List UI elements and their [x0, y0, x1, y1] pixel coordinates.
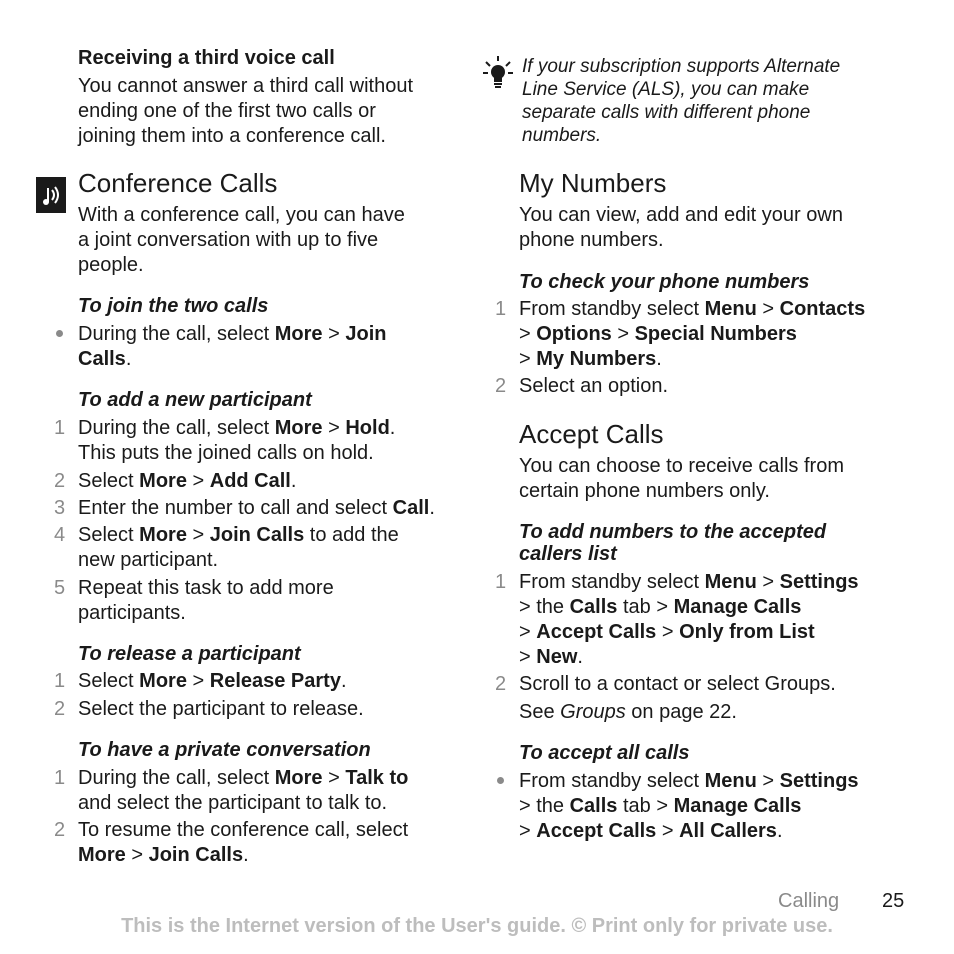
my-numbers-title: My Numbers [519, 168, 667, 198]
task-check-phone-numbers: To check your phone numbers [519, 271, 810, 293]
accept-calls-intro: You can choose to receive calls from certain phone numbers only. [519, 455, 844, 502]
see-groups-reference: See Groups on page 22. [519, 701, 737, 723]
task-release-participant: To release a participant [78, 643, 301, 665]
page-number: 25 [882, 890, 905, 912]
task-join-two-calls: To join the two calls [78, 295, 269, 317]
join-step: During the call, select More > Join Calls. [78, 323, 387, 370]
task-private-conversation: To have a private conversation [78, 739, 371, 761]
bullet [56, 330, 63, 337]
task-accept-all-calls: To accept all calls [519, 742, 690, 764]
task-add-participant: To add a new participant [78, 389, 312, 411]
tip-lightbulb-icon [482, 55, 514, 89]
network-service-icon [36, 177, 66, 213]
footer-disclaimer: This is the Internet version of the User's guide. © Print only for private use. [121, 915, 833, 937]
accept-all-step: From standby select Menu > Settings > the Calls tab > Manage Calls > Accept Calls > All Callers. [519, 770, 859, 842]
als-tip: If your subscription supports Alternate Line Service (ALS), you can make separate calls with different phone numbers. [522, 56, 841, 146]
task-add-accepted-callers: To add numbers to the accepted callers list [519, 521, 827, 565]
my-numbers-intro: You can view, add and edit your own phone numbers. [519, 204, 843, 251]
conference-intro: With a conference call, you can have a joint conversation with up to five people. [78, 204, 405, 276]
bullet [497, 777, 504, 784]
footer-section-name: Calling [778, 890, 840, 912]
section-heading-receiving-third-call: Receiving a third voice call [78, 47, 335, 69]
receiving-third-call-text: You cannot answer a third call without ending one of the first two calls or joining them into a conference call. [78, 75, 414, 147]
accept-calls-title: Accept Calls [519, 419, 664, 449]
conference-calls-title: Conference Calls [78, 168, 278, 198]
